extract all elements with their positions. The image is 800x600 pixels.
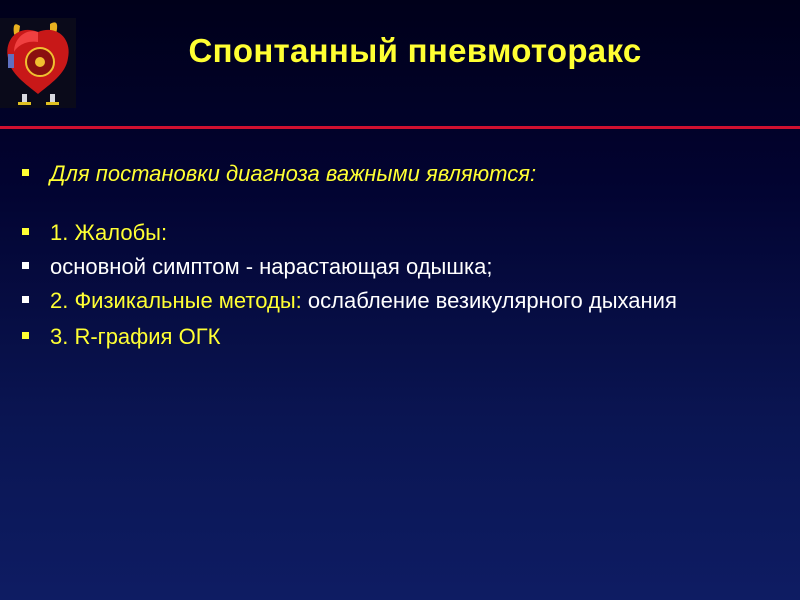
bullet-item — [20, 323, 774, 351]
bullet-marker — [22, 332, 29, 339]
slide-title: Спонтанный пневмоторакс — [188, 32, 642, 69]
bullet-text: 3. R-графия ОГК — [50, 324, 221, 349]
bullet-marker — [22, 262, 29, 269]
bullet-marker — [22, 169, 29, 176]
heart-robot-icon — [0, 18, 76, 108]
bullet-text: Для постановки диагноза важными являются: — [50, 161, 537, 186]
bullet-item — [20, 287, 774, 315]
bullet-marker — [22, 228, 29, 235]
bullet-text: 1. Жалобы: — [50, 220, 168, 245]
bullet-item — [20, 253, 774, 281]
title-divider — [0, 126, 800, 129]
bullet-list — [20, 150, 774, 351]
bullet-item — [20, 160, 774, 188]
bullet-text: основной симптом - нарастающая одышка; — [50, 254, 493, 279]
bullet-text: ослабление везикулярного дыхания — [301, 288, 677, 313]
bullet-lead-text: 2. Физикальные методы: — [50, 288, 302, 313]
bullet-marker — [22, 296, 29, 303]
bullet-item — [20, 219, 774, 247]
